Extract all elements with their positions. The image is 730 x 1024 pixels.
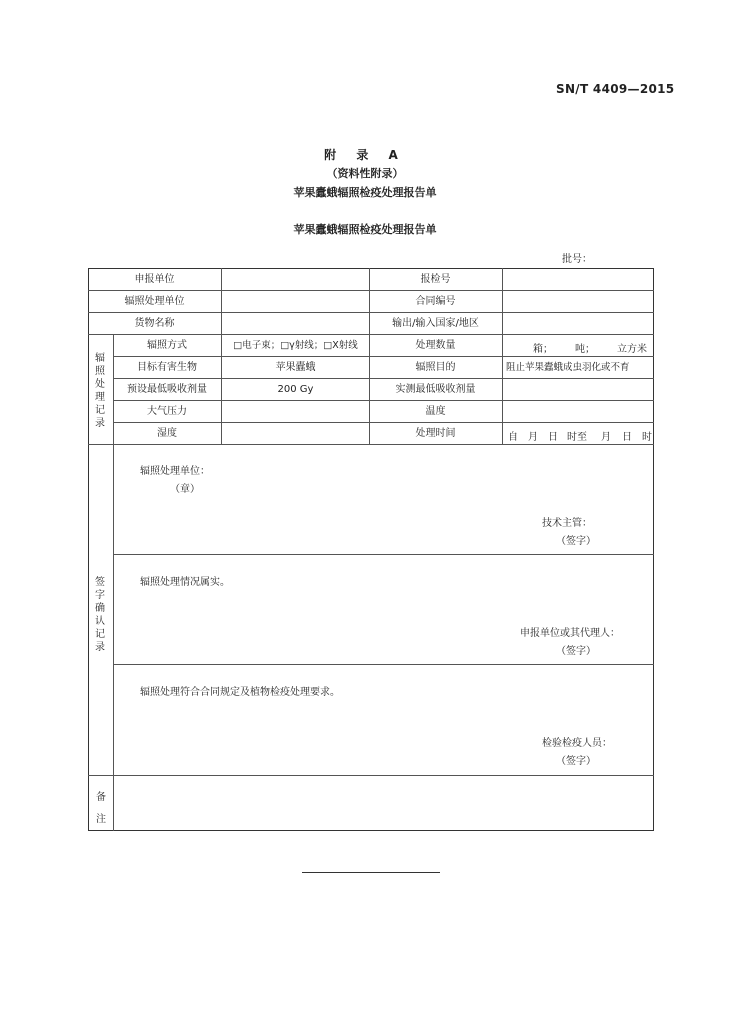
block1-sign: （签字）: [556, 536, 596, 547]
quantity-label: 处理数量: [415, 340, 456, 351]
country-label: 输出/输入国家/地区: [392, 318, 479, 329]
pressure-label: 大气压力: [147, 406, 187, 417]
time-from: 自: [508, 432, 518, 443]
contract-no-label: 合同编号: [415, 296, 456, 307]
time-to-month: 月: [601, 432, 611, 443]
table-row-divider: [88, 775, 654, 776]
table-row-divider: [113, 554, 654, 555]
table-row-divider: [88, 444, 654, 445]
batch-number-label: 批号：: [562, 254, 592, 265]
appendix-name: 苹果蠹蛾辐照检疫处理报告单: [293, 186, 437, 199]
measured-dose-label: 实测最低吸收剂量: [395, 384, 476, 395]
block2-sign: （签字）: [556, 646, 596, 657]
block1-seal: （章）: [170, 484, 200, 495]
goods-name-label: 货物名称: [134, 318, 175, 329]
form-title: 苹果蠹蛾辐照检疫处理报告单: [293, 223, 437, 236]
purpose-value: 阻止苹果蠹蛾成虫羽化或不育: [506, 362, 630, 373]
standard-number: SN/T 4409—2015: [556, 82, 675, 96]
temperature-label: 温度: [425, 406, 446, 417]
signature-record-section-label: 签字确认记录: [95, 577, 105, 653]
remarks-label-2: 注: [96, 814, 106, 825]
block1-signer: 技术主管：: [542, 518, 592, 529]
table-col-divider: [502, 268, 503, 444]
time-to-hour: 时: [642, 432, 652, 443]
table-col-divider: [221, 268, 222, 444]
appendix-type: （资料性附录）: [326, 167, 404, 180]
method-value: □电子束；□γ射线；□X射线: [233, 340, 358, 351]
block3-signer: 检验检疫人员：: [542, 738, 612, 749]
pest-value: 苹果蠹蛾: [275, 362, 316, 373]
time-from-month: 月: [528, 432, 538, 443]
end-rule: [302, 872, 440, 873]
inspection-no-label: 报检号: [420, 274, 451, 285]
time-label: 处理时间: [415, 428, 456, 439]
remarks-label-1: 备: [96, 792, 106, 803]
quantity-unit-cubic: 立方米: [617, 344, 647, 355]
humidity-label: 湿度: [157, 428, 177, 439]
preset-dose-label: 预设最低吸收剂量: [127, 384, 207, 395]
irradiation-record-section-label: 辐照处理记录: [95, 353, 105, 429]
block2-text: 辐照处理情况属实。: [140, 577, 230, 588]
block3-text: 辐照处理符合合同规定及植物检疫处理要求。: [140, 687, 340, 698]
purpose-label: 辐照目的: [415, 362, 456, 373]
applicant-label: 申报单位: [134, 274, 175, 285]
block3-sign: （签字）: [556, 756, 596, 767]
quantity-unit-box: 箱；: [533, 344, 553, 355]
quantity-unit-ton: 吨；: [575, 344, 595, 355]
pest-label: 目标有害生物: [137, 362, 197, 373]
appendix-title: 附 录 A: [324, 148, 406, 162]
irradiation-unit-label: 辐照处理单位: [124, 296, 185, 307]
table-row-divider: [113, 664, 654, 665]
preset-dose-value: 200 Gy: [277, 384, 314, 395]
time-from-day: 日: [548, 432, 558, 443]
time-to-day: 日: [622, 432, 632, 443]
method-label: 辐照方式: [147, 340, 187, 351]
block1-title: 辐照处理单位：: [140, 466, 210, 477]
block2-signer: 申报单位或其代理人：: [520, 628, 620, 639]
time-from-hour-to: 时至: [567, 432, 587, 443]
